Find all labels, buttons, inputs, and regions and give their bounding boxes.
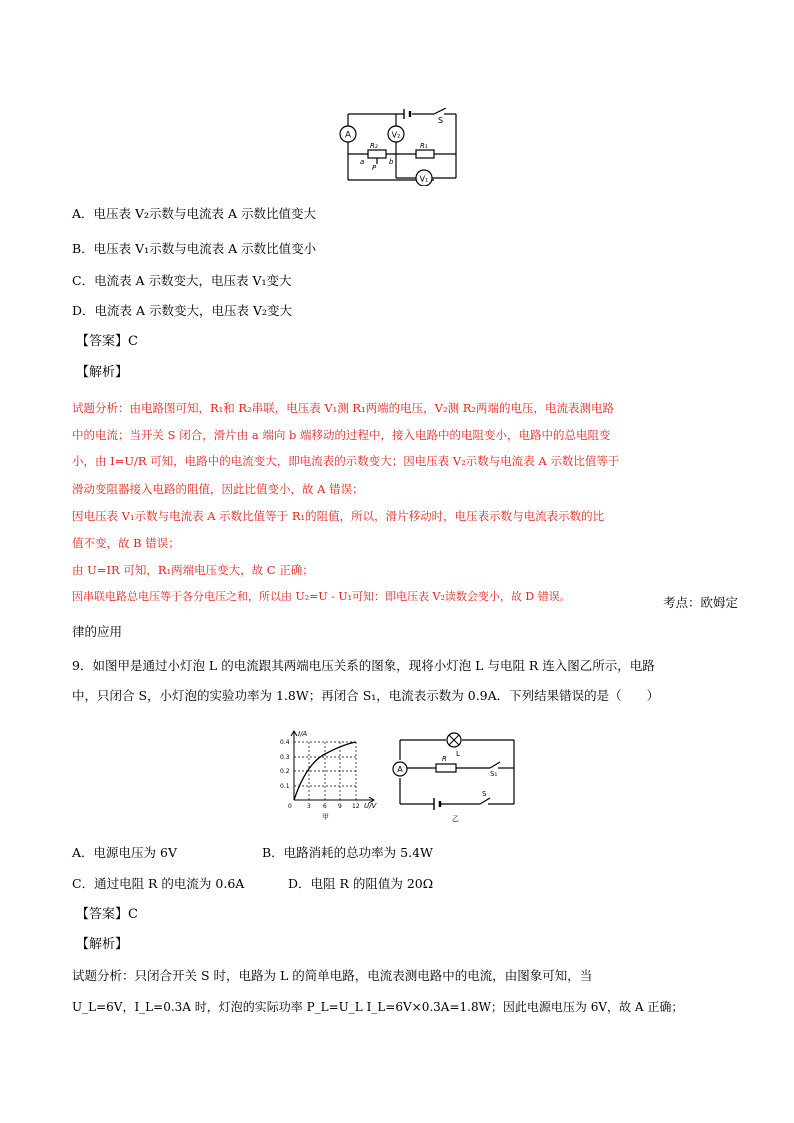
svg-text:A: A	[397, 765, 403, 774]
q8-analysis-line: 中的电流；当开关 S 闭合，滑片由 a 端向 b 端移动的过程中，接入电路中的电阻变小，电路中的总电阻变	[72, 428, 611, 442]
ytick-label: 0.4	[280, 739, 290, 746]
q8-analysis-line: 试题分析：由电路图可知，R₁和 R₂串联，电压表 V₁测 R₁两端的电压，V₂测 R₂两端的电压，电流表测电路	[72, 401, 615, 415]
lamp-icon	[447, 733, 461, 747]
iu-graph-jia	[278, 728, 388, 826]
xtick-label: 3	[307, 803, 311, 810]
q8-analysis-line: 由 U=IR 可知，R₁两端电压变大，故 C 正确；	[72, 563, 314, 577]
q8-analysis-line: 滑动变阻器接入电路的阻值，因此比值变小，故 A 错误；	[72, 482, 364, 496]
q8-analysis-line: 值不变，故 B 错误；	[72, 536, 180, 550]
q9-analysis-line: 试题分析：只闭合开关 S 时，电路为 L 的简单电路，电流表测电路中的电流，由图象可知，当	[72, 968, 593, 983]
q8-answer: 【答案】C	[76, 334, 138, 349]
ammeter-icon	[393, 762, 407, 776]
ytick-label: 0.3	[280, 754, 290, 761]
graph-caption-jia: 甲	[322, 813, 329, 821]
svg-text:V₁: V₁	[419, 174, 429, 184]
slider-p-label: P	[372, 164, 377, 172]
voltmeter-v1-icon	[416, 170, 432, 186]
switch-label: S	[438, 116, 444, 125]
circuit-diagram-yi	[390, 728, 520, 826]
q8-analysis-line: 因串联电路总电压等于各分电压之和，所以由 U₂=U - U₁可知：即电压表 V₂读数会变小，故 D 错误。	[72, 590, 571, 603]
svg-text:A: A	[344, 130, 352, 141]
circuit-diagram-q8	[334, 108, 464, 186]
q8-option-b: B．电压表 V₁示数与电流表 A 示数比值变小	[72, 241, 317, 256]
q9-stem: 9．如图甲是通过小灯泡 L 的电流跟其两端电压关系的图象，现将小灯泡 L 与电阻 R 连入图乙所示，电路	[72, 658, 655, 673]
q8-kaodian-cont: 律的应用	[72, 624, 123, 639]
r2-label: R₂	[370, 142, 378, 150]
q8-option-c: C．电流表 A 示数变大，电压表 V₁变大	[72, 273, 292, 288]
xtick-label: 6	[323, 803, 327, 810]
xtick-label: 9	[338, 803, 342, 810]
ytick-label: 0.1	[280, 783, 290, 790]
q9-option-a: A．电源电压为 6V	[72, 845, 177, 860]
q9-stem-cont: 中，只闭合 S，小灯泡的实验功率为 1.8W；再闭合 S₁，电流表示数为 0.9A．下列结果错误的是（ ）	[72, 688, 660, 703]
q9-option-d: D．电阻 R 的阻值为 20Ω	[288, 876, 434, 891]
voltmeter-v2-icon	[388, 126, 404, 142]
resistor-label: R	[442, 755, 447, 763]
q9-option-c: C．通过电阻 R 的电流为 0.6A	[72, 876, 245, 891]
s-label: S	[482, 790, 487, 798]
origin-label: 0	[288, 803, 292, 810]
q9-analysis-title: 【解析】	[76, 937, 129, 952]
graph-ylabel: I/A	[298, 730, 308, 738]
xtick-label: 12	[352, 803, 360, 810]
terminal-b-label: b	[389, 158, 394, 166]
terminal-a-label: a	[360, 158, 365, 166]
q8-kaodian: 考点：欧姆定	[663, 595, 739, 610]
q8-option-a: A．电压表 V₂示数与电流表 A 示数比值变大	[72, 206, 317, 221]
q8-analysis-line: 小，由 I=U/R 可知，电路中的电流变大，即电流表的示数变大；因电压表 V₂示数与电流表 A 示数比值等于	[72, 454, 620, 468]
q9-option-b: B．电路消耗的总功率为 5.4W	[262, 845, 433, 860]
svg-text:V₂: V₂	[391, 130, 401, 140]
graph-xlabel: U/V	[364, 802, 377, 810]
q9-analysis-line: U_L=6V，I_L=0.3A 时，灯泡的实际功率 P_L=U_L I_L=6V×0.3A=1.8W；因此电源电压为 6V，故 A 正确；	[72, 1000, 684, 1014]
q8-analysis-title: 【解析】	[76, 365, 129, 380]
q8-option-d: D．电流表 A 示数变大，电压表 V₂变大	[72, 303, 293, 318]
s1-label: S₁	[490, 770, 498, 778]
lamp-label: L	[456, 750, 460, 758]
graph-caption-yi: 乙	[452, 815, 459, 823]
q8-analysis-line: 因电压表 V₁示数与电流表 A 示数比值等于 R₁的阻值，所以，滑片移动时，电压表示数与电流表示数的比	[72, 509, 605, 523]
ytick-label: 0.2	[280, 768, 290, 775]
ammeter-icon	[340, 126, 356, 142]
r1-label: R₁	[420, 142, 428, 150]
q9-answer: 【答案】C	[76, 907, 138, 922]
